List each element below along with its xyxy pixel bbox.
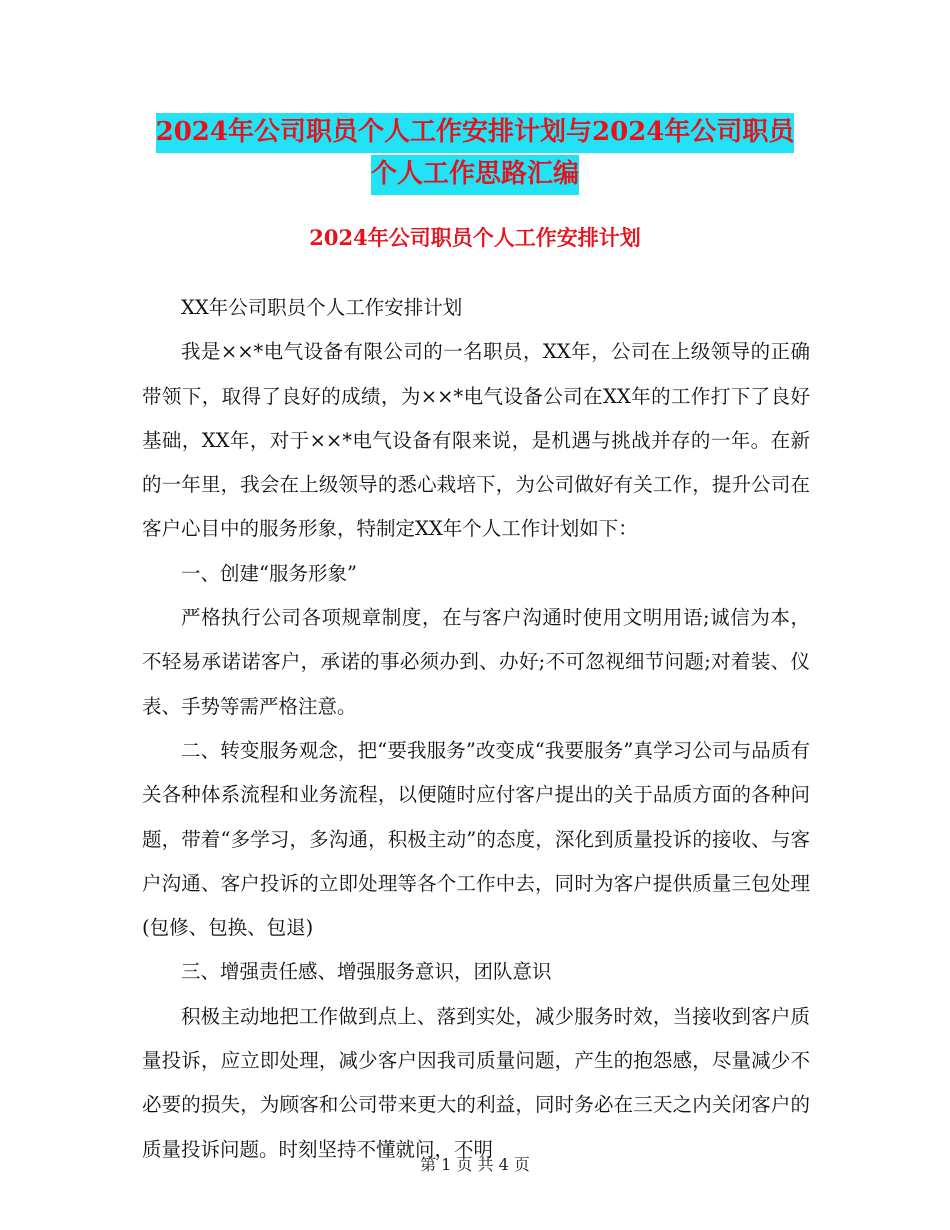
paragraph: 积极主动地把工作做到点上、落到实处，减少服务时效，当接收到客户质量投诉，应立即处理，减少客户因我司质量问题，产生的抱怨感，尽量减少不必要的损失，为顾客和公司带来更大的利益，同时务必在三天之内关闭客户的质量投诉问题。时刻坚持不懂就问，不明: [142, 1004, 810, 1161]
title-highlight: 个人工作思路汇编: [371, 155, 579, 195]
paragraph: 二、转变服务观念，把“要我服务”改变成“我要服务”真学习公司与品质有关各种体系流程和业务流程，以便随时应付客户提出的关于品质方面的各种问题，带着“多学习，多沟通，积极主动”的态度，深化到质量投诉的接收、与客户沟通、客户投诉的立即处理等各个工作中去，同时为客户提供质量三包处理(包修、包换、包退): [142, 738, 810, 940]
page-number-footer: 第 1 页 共 4 页: [420, 1155, 530, 1174]
document-body: [142, 286, 810, 1172]
paragraph-heading: 一、创建“服务形象”: [181, 561, 357, 585]
paragraph: 我是××*电气设备有限公司的一名职员，XX年，公司在上级领导的正确带领下，取得了良好的成绩，为××*电气设备公司在XX年的工作打下了良好基础，XX年，对于××*电气设备有限来说，是机遇与挑战并存的一年。在新的一年里，我会在上级领导的悉心栽培下，为公司做好有关工作，提升公司在客户心目中的服务形象，特制定XX年个人工作计划如下：: [142, 340, 810, 541]
section-title: 2024年公司职员个人工作安排计划: [309, 225, 641, 250]
paragraph-heading: 三、增强责任感、增强服务意识，团队意识: [181, 960, 552, 984]
document-title-line-2: [140, 148, 810, 200]
paragraph: XX年公司职员个人工作安排计划: [181, 296, 463, 319]
title-highlight: 2024年公司职员个人工作安排计划与2024年公司职员: [156, 113, 795, 153]
paragraph: 严格执行公司各项规章制度，在与客户沟通时使用文明用语;诚信为本，不轻易承诺诺客户，承诺的事必须办到、办好;不可忽视细节问题;对着装、仪表、手势等需严格注意。: [142, 606, 810, 718]
